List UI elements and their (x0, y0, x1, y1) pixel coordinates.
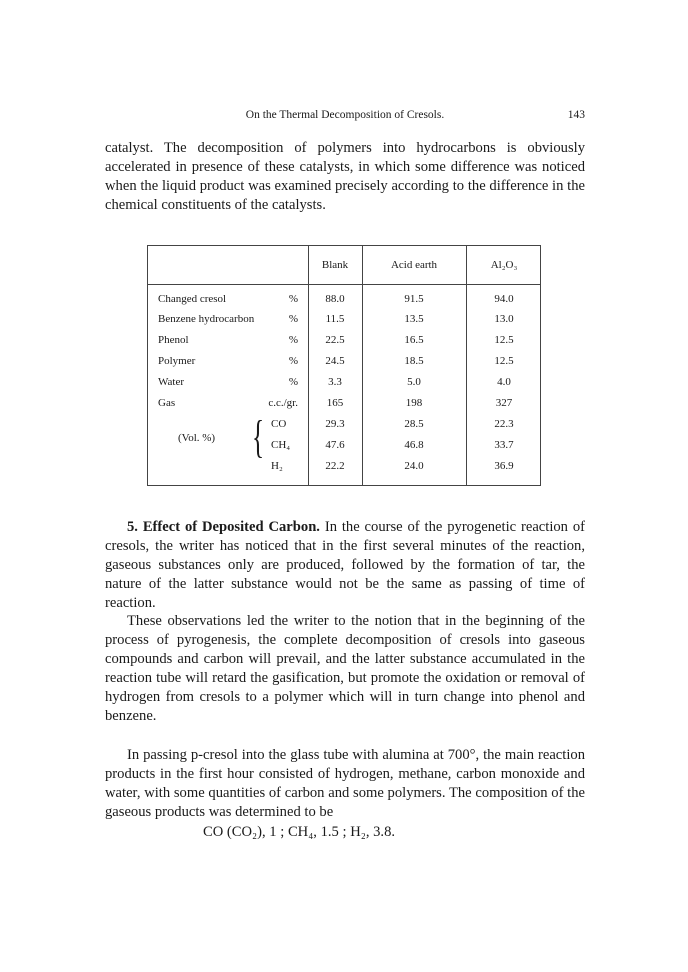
table-cell: 24.5 (325, 355, 345, 367)
table-cell: 91.5 (404, 293, 424, 305)
page-number: 143 (567, 109, 585, 121)
table-cell: 12.5 (494, 355, 514, 367)
row-unit: % (288, 313, 298, 325)
section-heading: Effect of Deposited Carbon. (142, 519, 320, 535)
row-label: Benzene hydrocarbon (158, 313, 255, 325)
row-unit: c.c./gr. (268, 397, 298, 409)
running-title: On the Thermal Decomposition of Cresols. (245, 109, 445, 121)
row-unit: % (288, 293, 298, 305)
table-row (148, 397, 540, 414)
row-unit: % (288, 355, 298, 367)
gas-label: CO (271, 418, 287, 430)
table-row (148, 313, 540, 330)
table-cell: 22.3 (494, 418, 514, 430)
paragraph-catalyst: catalyst. The decomposition of polymers into hydrocarbons is obviously accelerated in presence of these catalysts, in which some difference was noticed when the liquid product was examined precisely according to the difference in the chemical constituents of the catalysts. (105, 140, 585, 213)
row-label: Changed cresol (158, 293, 227, 305)
table-cell: 3.3 (328, 376, 342, 388)
table-cell: 24.0 (404, 460, 424, 472)
results-table (147, 245, 541, 486)
table-cell: 22.5 (325, 334, 345, 346)
row-label: Water (158, 376, 184, 388)
table-cell: 12.5 (494, 334, 514, 346)
table-cell: 16.5 (404, 334, 424, 346)
table-cell: 327 (495, 397, 513, 409)
row-label: Phenol (158, 334, 189, 346)
row-unit: % (288, 376, 298, 388)
gas-composition-formula: CO (CO₂), 1 ; CH₄, 1.5 ; H₂, 3.8. (203, 824, 396, 840)
table-cell: 18.5 (404, 355, 424, 367)
brace-symbol: { (252, 411, 265, 462)
table-cell: 13.0 (494, 313, 514, 325)
table-cell: 13.5 (404, 313, 424, 325)
running-header (105, 109, 585, 125)
column-header-blank: Blank (321, 259, 349, 271)
row-unit: % (288, 334, 298, 346)
column-header-al2o3: Al₂O₃ (490, 259, 518, 271)
table-cell: 28.5 (404, 418, 424, 430)
table-cell: 46.8 (404, 439, 424, 451)
table-cell: 33.7 (494, 439, 514, 451)
table-cell: 4.0 (497, 376, 511, 388)
gas-label: CH₄ (271, 439, 291, 451)
table-cell: 47.6 (325, 439, 345, 451)
section-paragraph-3: In passing p-cresol into the glass tube with alumina at 700°, the main reaction products in the first hour consisted of hydrogen, methane, carbon monoxide and water, with some quantities of carbon and some polymers. The composition of the gaseous products was determined to be (105, 747, 585, 820)
section-paragraph-text: In the course of the pyrogenetic reaction of cresols, the writer has noticed that in the first several minutes of the reaction, gaseous substances only are produced, followed by the formation of tar, the nature of the latter substance would not be the same as passing of time of reaction. (105, 519, 586, 611)
table-header-rule (148, 284, 540, 285)
table-row (148, 460, 540, 477)
table-row (148, 376, 540, 393)
table-cell: 5.0 (407, 376, 421, 388)
table-row (148, 334, 540, 351)
table-row (148, 355, 540, 372)
table-cell: 11.5 (325, 313, 345, 325)
table-row (148, 418, 540, 435)
table-row (148, 293, 540, 310)
gas-group-label: (Vol. %) (178, 432, 216, 444)
section-paragraph-2: These observations led the writer to the notion that in the beginning of the process of pyrogenesis, the complete decomposition of cresols into gaseous compounds and carbon will prevail, and the latter substance accumulated in the reaction tube will retard the gasification, but promote the oxidation or removal of hydrogen from cresols to a polymer which will in turn change into phenol and benzene. (105, 613, 585, 724)
column-header-acid-earth: Acid earth (390, 259, 438, 271)
table-cell: 198 (405, 397, 423, 409)
table-cell: 94.0 (494, 293, 514, 305)
gas-label: H₂ (271, 460, 283, 472)
section-paragraph-1 (105, 518, 585, 613)
row-label: Polymer (158, 355, 196, 367)
table-row (148, 439, 540, 456)
table-cell: 22.2 (325, 460, 345, 472)
row-label: Gas (158, 397, 176, 409)
table-cell: 36.9 (494, 460, 514, 472)
table-cell: 29.3 (325, 418, 345, 430)
table-cell: 88.0 (325, 293, 345, 305)
section-number: 5. (127, 519, 138, 535)
table-cell: 165 (326, 397, 344, 409)
